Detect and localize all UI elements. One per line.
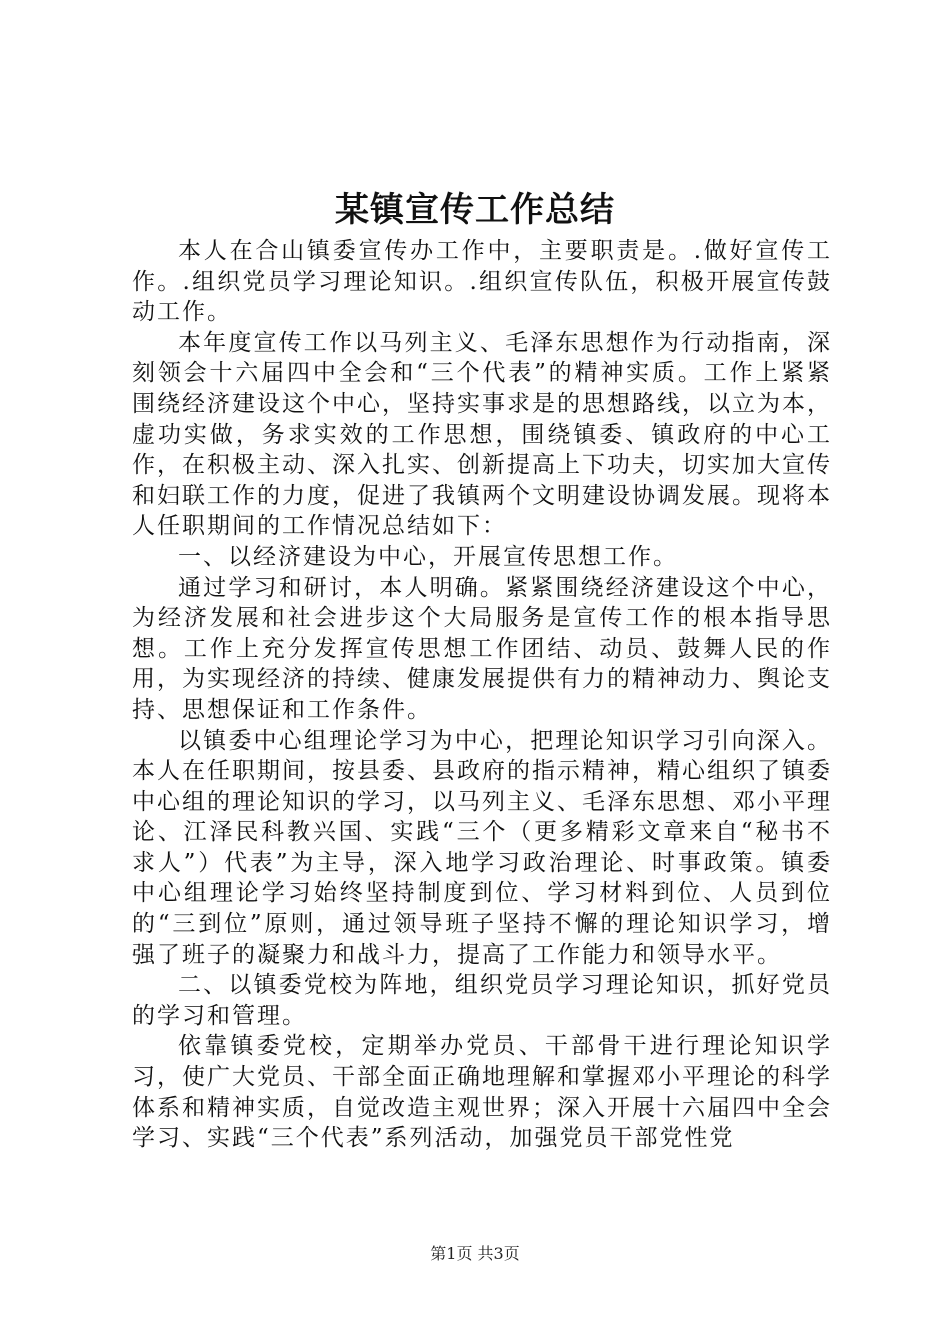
section-heading-2: 二、以镇委党校为阵地，组织党员学习理论知识，抓好党员的学习和管理。 bbox=[132, 972, 832, 1029]
paragraph-4: 以镇委中心组理论学习为中心，把理论知识学习引向深入。本人在任职期间，按县委、县政府的指示精神，精心组织了镇委中心组的理论知识的学习，以马列主义、毛泽东思想、邓小平理论、江泽民科教兴国、实践“三个（更多精彩文章来自“秘书不求人”）代表”为主导，深入地学习政治理论、时事政策。镇委中心组理论学习始终坚持制度到位、学习材料到位、人员到位的“三到位”原则，通过领导班子坚持不懈的理论知识学习，增强了班子的凝聚力和战斗力，提高了工作能力和领导水平。 bbox=[132, 727, 832, 968]
page-footer: 第1页 共3页 bbox=[430, 1244, 520, 1263]
document-body bbox=[132, 236, 832, 1154]
paragraph-5: 依靠镇委党校，定期举办党员、干部骨干进行理论知识学习，使广大党员、干部全面正确地理解和掌握邓小平理论的科学体系和精神实质，自觉改造主观世界；深入开展十六届四中全会学习、实践“三个代表”系列活动，加强党员干部党性党 bbox=[132, 1033, 832, 1152]
paragraph-3: 通过学习和研讨，本人明确。紧紧围绕经济建设这个中心，为经济发展和社会进步这个大局服务是宣传工作的根本指导思想。工作上充分发挥宣传思想工作团结、动员、鼓舞人民的作用，为实现经济的持续、健康发展提供有力的精神动力、舆论支持、思想保证和工作条件。 bbox=[132, 574, 832, 723]
page-title: 某镇宣传工作总结 bbox=[335, 190, 615, 230]
paragraph-2: 本年度宣传工作以马列主义、毛泽东思想作为行动指南，深刻领会十六届四中全会和“三个代表”的精神实质。工作上紧紧围绕经济建设这个中心，坚持实事求是的思想路线，以立为本，虚功实做，务求实效的工作思想，围绕镇委、镇政府的中心工作，在积极主动、深入扎实、创新提高上下功夫，切实加大宣传和妇联工作的力度，促进了我镇两个文明建设协调发展。现将本人任职期间的工作情况总结如下： bbox=[132, 329, 832, 540]
section-heading-1: 一、以经济建设为中心，开展宣传思想工作。 bbox=[178, 543, 678, 570]
paragraph-1: 本人在合山镇委宣传办工作中，主要职责是。.做好宣传工作。.组织党员学习理论知识。.组织宣传队伍，积极开展宣传鼓动工作。 bbox=[132, 238, 832, 326]
